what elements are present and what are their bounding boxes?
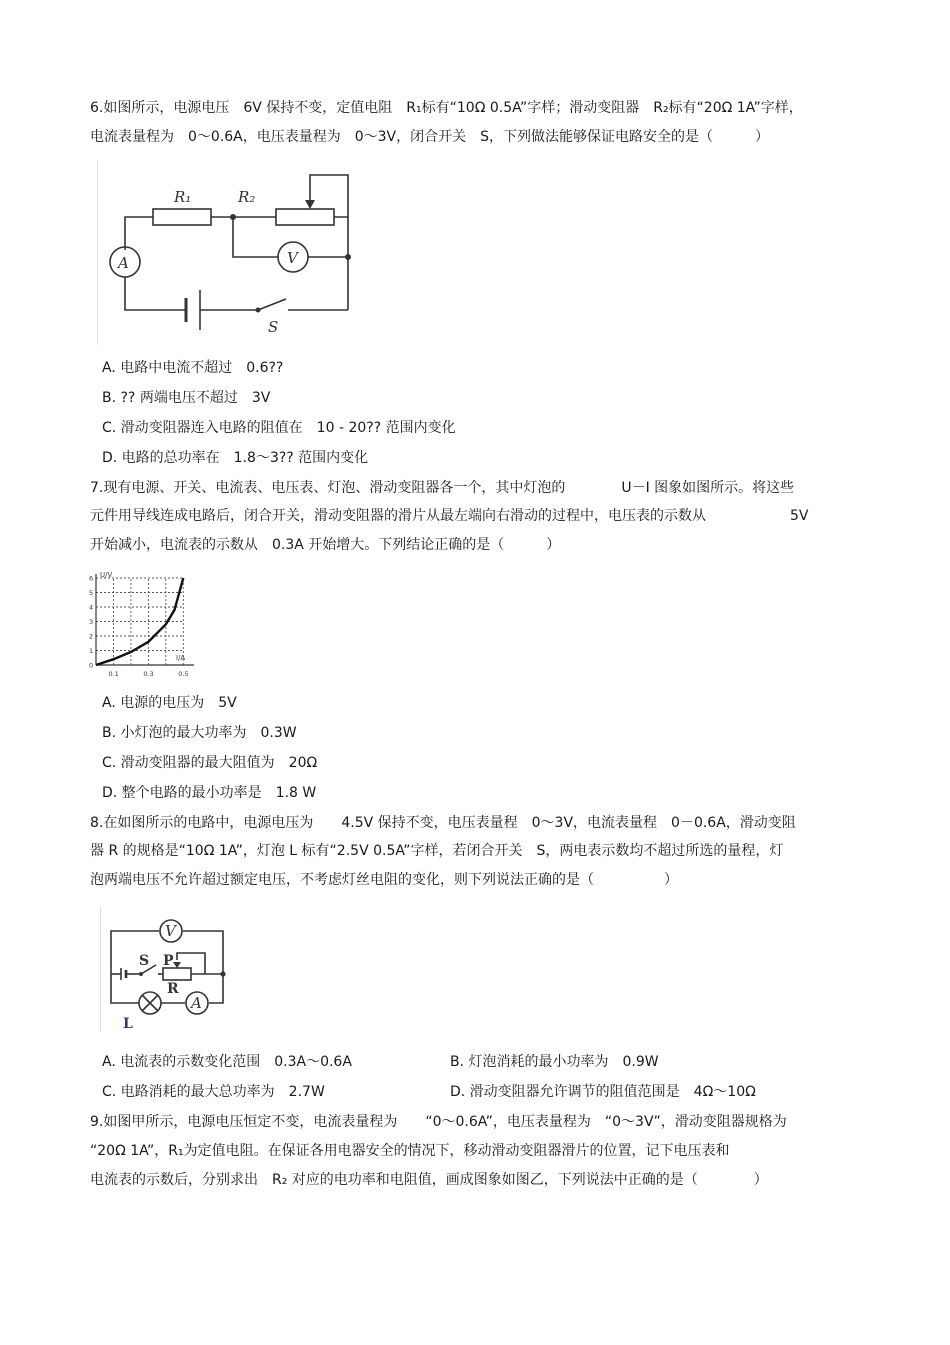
q8-stem-line3: 泡两端电压不允许超过额定电压，不考虑灯丝电阻的变化，则下列说法正确的是（ ） (90, 872, 678, 888)
q8-lamp-label: L (123, 1016, 133, 1032)
q9-stem-line3: 电流表的示数后，分别求出 R₂ 对应的电功率和电阻值，画成图象如图乙，下列说法中正确的是（ ） (90, 1172, 768, 1188)
q8-option-c[interactable]: C. 电路消耗的最大总功率为 2.7W (102, 1084, 325, 1100)
q7-y-axis-label: U/V (100, 571, 113, 579)
q7-x-tick-label: 0.3 (143, 670, 154, 678)
q6-r1-label: R₁ (174, 188, 192, 206)
q6-ammeter-label: A (118, 254, 129, 272)
q6-voltmeter-label: V (287, 249, 298, 267)
q8-stem-line2: 器 R 的规格是“10Ω 1A”，灯泡 L 标有“2.5V 0.5A”字样，若闭合开关 S，两电表示数均不超过所选的量程，灯 (90, 843, 784, 859)
q7-y-tick-label: 1 (89, 647, 94, 655)
q7-option-c[interactable]: C. 滑动变阻器的最大阻值为 20Ω (102, 755, 318, 771)
q8-circuit-figure (100, 907, 243, 1032)
q8-rheostat (163, 968, 191, 980)
q6-option-c[interactable]: C. 滑动变阻器连入电路的阻值在 10 - 20?? 范围内变化 (102, 420, 456, 436)
q8-slider-label: P (163, 953, 174, 969)
q7-option-b[interactable]: B. 小灯泡的最大功率为 0.3W (102, 725, 297, 741)
q7-option-a[interactable]: A. 电源的电压为 5V (102, 695, 237, 711)
q8-switch-label: S (139, 953, 150, 969)
q7-x-axis-label: I/A (176, 654, 186, 662)
q7-stem-line2: 元件用导线连成电路后，闭合开关，滑动变阻器的滑片从最左端向右滑动的过程中，电压表的示数从 5V (90, 508, 809, 524)
q7-option-d[interactable]: D. 整个电路的最小功率是 1.8 W (102, 785, 317, 801)
q8-option-d[interactable]: D. 滑动变阻器允许调节的阻值范围是 4Ω～10Ω (450, 1084, 756, 1100)
q7-stem-line3: 开始减小，电流表的示数从 0.3A 开始增大。下列结论正确的是（ ） (90, 537, 561, 553)
q6-option-d[interactable]: D. 电路的总功率在 1.8～3?? 范围内变化 (102, 450, 369, 466)
q8-rheostat-label: R (167, 981, 179, 997)
q8-ammeter-label: A (191, 994, 202, 1012)
q6-stem-line1: 6.如图所示，电源电压 6V 保持不变，定值电阻 R₁标有“10Ω 0.5A”字样；滑动变阻器 R₂标有“20Ω 1A”字样， (90, 100, 803, 116)
q6-r2-label: R₂ (238, 188, 256, 206)
q7-y-tick-label: 5 (89, 589, 94, 597)
q7-x-tick-label: 0.1 (108, 670, 119, 678)
q8-stem-line1: 8.在如图所示的电路中，电源电压为 4.5V 保持不变，电压表量程 0～3V，电流表量程 0－0.6A，滑动变阻 (90, 815, 796, 831)
q7-stem-line1: 7.现有电源、开关、电流表、电压表、灯泡、滑动变阻器各一个，其中灯泡的 U－I 图象如图所示。将这些 (90, 480, 795, 496)
q6-option-a[interactable]: A. 电路中电流不超过 0.6?? (102, 360, 284, 376)
q6-r2-rheostat (276, 209, 334, 225)
q9-stem-line2: “20Ω 1A”，R₁为定值电阻。在保证各用电器安全的情况下，移动滑动变阻器滑片的位置，记下电压表和 (90, 1143, 730, 1159)
q6-option-b[interactable]: B. ?? 两端电压不超过 3V (102, 390, 271, 406)
q7-y-tick-label: 3 (89, 618, 94, 626)
q7-ui-chart (88, 568, 200, 680)
q9-stem-line1: 9.如图甲所示，电源电压恒定不变，电流表量程为 “0～0.6A”，电压表量程为 “0～3V”，滑动变阻器规格为 (90, 1114, 787, 1130)
q8-option-b[interactable]: B. 灯泡消耗的最小功率为 0.9W (450, 1054, 659, 1070)
q6-stem-line2: 电流表量程为 0～0.6A，电压表量程为 0～3V，闭合开关 S，下列做法能够保证电路安全的是（ ） (90, 129, 770, 145)
q7-y-tick-label: 4 (89, 603, 94, 612)
q7-x-tick-label: 0.5 (178, 670, 189, 678)
q6-circuit-figure (97, 160, 368, 345)
q7-y-tick-label: 0 (89, 661, 94, 670)
q7-y-tick-label: 2 (89, 632, 94, 641)
q8-voltmeter-label: V (165, 922, 176, 940)
q8-option-a[interactable]: A. 电流表的示数变化范围 0.3A～0.6A (102, 1054, 352, 1070)
q6-switch-label: S (268, 318, 279, 336)
q6-r1-resistor (153, 209, 211, 225)
q7-y-tick-label: 6 (89, 574, 94, 583)
